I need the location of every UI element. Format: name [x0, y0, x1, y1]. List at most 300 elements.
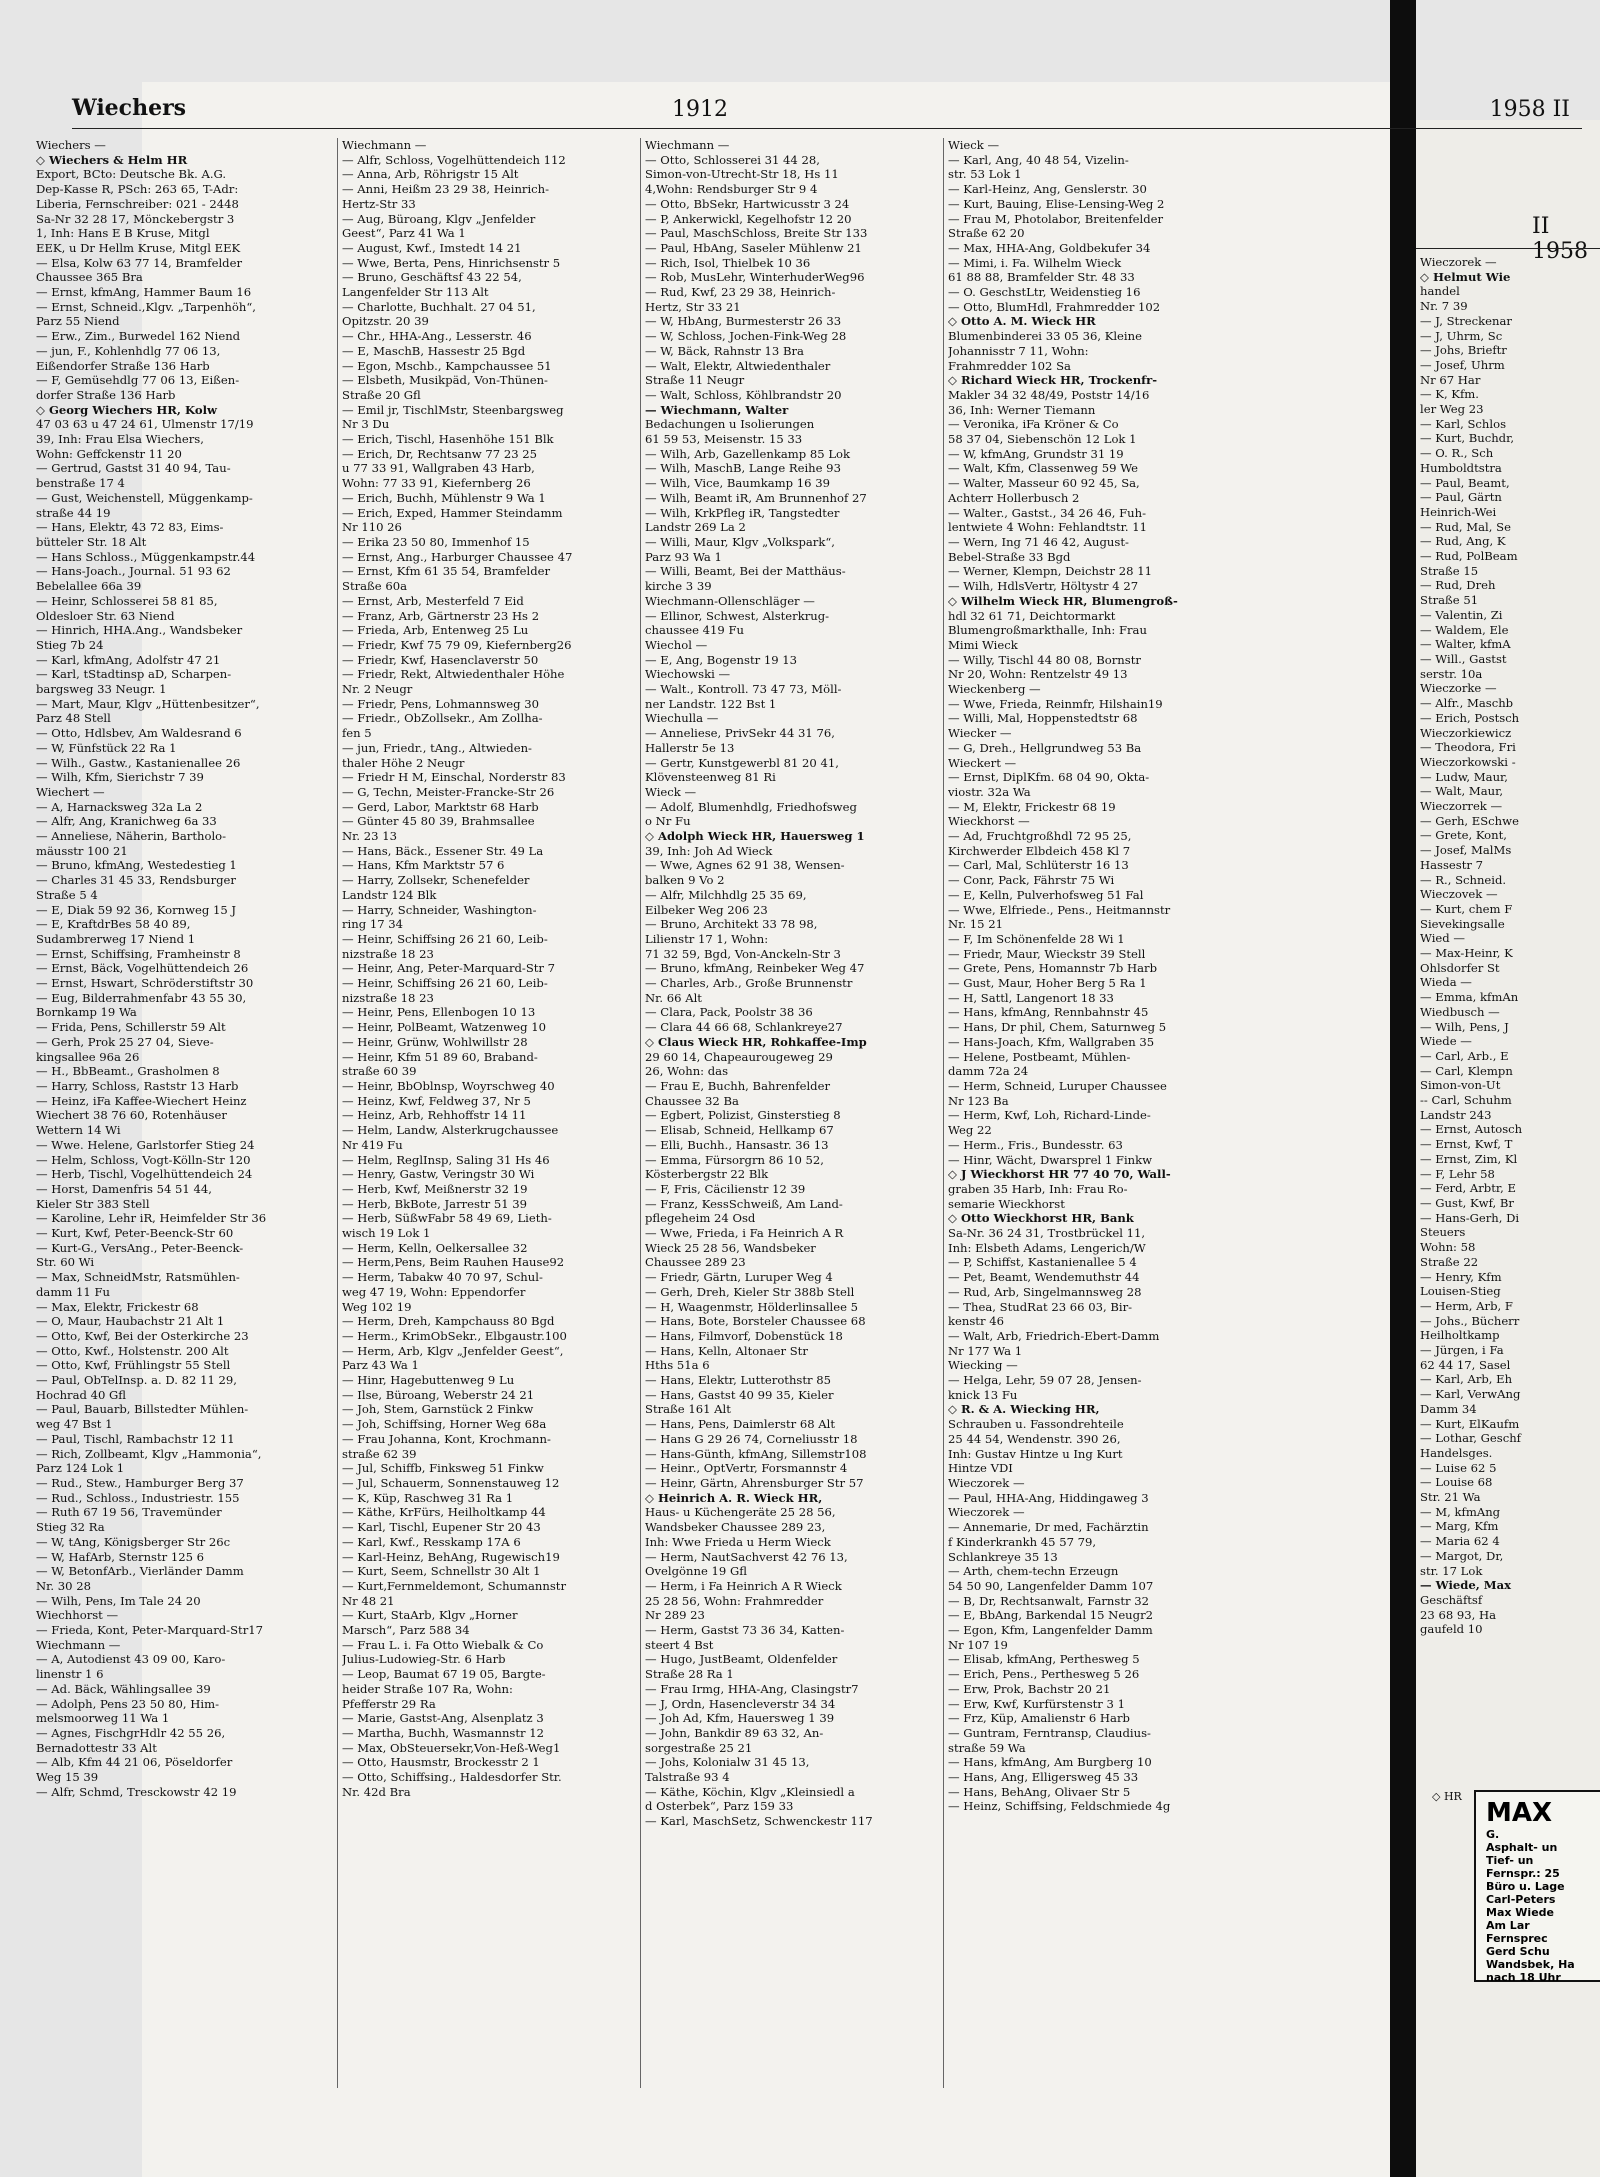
directory-line: — Frz, Küp, Amalienstr 6 Harb [948, 1711, 1130, 1726]
directory-line: — Rud., Schloss., Industriestr. 155 [36, 1490, 240, 1505]
directory-line: — Conr, Pack, Fährstr 75 Wi [948, 873, 1115, 888]
column-4 [943, 138, 1248, 2088]
directory-line: ner Landstr. 122 Bst 1 [645, 696, 777, 711]
directory-line: — Frieda, Kont, Peter-Marquard-Str17 [36, 1623, 263, 1638]
directory-line: — Grete, Kont, [1420, 828, 1507, 843]
directory-line: — Helm, Schloss, Vogt-Kölln-Str 120 [36, 1152, 251, 1167]
directory-line: — Guntram, Ferntransp, Claudius- [948, 1725, 1151, 1740]
directory-line: — Paul, Bauarb, Billstedter Mühlen- [36, 1402, 249, 1417]
directory-line: — Paul, HHA-Ang, Hiddingaweg 3 [948, 1490, 1149, 1505]
directory-line: — Wilh, HdlsVertr, Höltystr 4 27 [948, 579, 1139, 594]
directory-line: Wiechol — [645, 637, 708, 652]
directory-line: — Harry, Zollsekr, Schenefelder [342, 873, 530, 888]
directory-line: — K, Kfm. [1420, 387, 1479, 402]
directory-line: Geest“, Parz 41 Wa 1 [342, 226, 466, 241]
directory-line: Humboldtstra [1420, 460, 1502, 475]
directory-line: — Mart, Maur, Klgv „Hüttenbesitzer“, [36, 696, 260, 711]
ad-line: Fernsprec [1486, 1932, 1548, 1945]
directory-line: hdl 32 61 71, Deichtormarkt [948, 608, 1116, 623]
directory-line: — Alfr, Milchhdlg 25 35 69, [645, 887, 807, 902]
directory-line: Pfefferstr 29 Ra [342, 1696, 436, 1711]
directory-line: — Otto, BlumHdl, Frahmredder 102 [948, 299, 1161, 314]
directory-line: Wieczorkiewicz [1420, 725, 1512, 740]
directory-line: — Heinr, Ang, Peter-Marquard-Str 7 [342, 961, 556, 976]
directory-line: — Johs, Kolonialw 31 45 13, [645, 1755, 810, 1770]
directory-line: — W, BetonfArb., Vierländer Damm [36, 1564, 244, 1579]
directory-line: Mimi Wieck [948, 637, 1018, 652]
directory-line: — Luise 62 5 [1420, 1460, 1497, 1475]
directory-line: — Hans, Elektr, 43 72 83, Eims- [36, 520, 224, 535]
directory-line: — Heinr, Schiffsing 26 21 60, Leib- [342, 931, 548, 946]
directory-line: Wiechmann — [36, 1637, 121, 1652]
directory-line: — Gertr, Kunstgewerbl 81 20 41, [645, 755, 839, 770]
directory-line: Landstr 243 [1420, 1107, 1492, 1122]
directory-line: ring 17 34 [342, 917, 404, 932]
directory-line: — Hans, Ang, Elligersweg 45 33 [948, 1770, 1139, 1785]
directory-line: — Ferd, Arbtr, E [1420, 1181, 1516, 1196]
directory-line: — Hans-Günth, kfmAng, Sillemstr108 [645, 1446, 867, 1461]
directory-line: Straße 5 4 [36, 887, 98, 902]
directory-line: — Wern, Ing 71 46 42, August- [948, 534, 1129, 549]
directory-line: 4,Wohn: Rendsburger Str 9 4 [645, 182, 818, 197]
directory-line: — K, Küp, Raschweg 31 Ra 1 [342, 1490, 514, 1505]
directory-line: Export, BCto: Deutsche Bk. A.G. [36, 167, 227, 182]
directory-line: Hochrad 40 Gfl [36, 1387, 127, 1402]
directory-line: — E, Kelln, Pulverhofsweg 51 Fal [948, 887, 1144, 902]
directory-line: — W, Bäck, Rahnstr 13 Bra [645, 343, 804, 358]
column-2 [337, 138, 640, 2088]
directory-line: — Henry, Kfm [1420, 1269, 1502, 1284]
directory-line: Straße 22 [1420, 1254, 1479, 1269]
directory-line: — Heinr, Kfm 51 89 60, Braband- [342, 1049, 538, 1064]
directory-line: — W, HafArb, Sternstr 125 6 [36, 1549, 205, 1564]
directory-line: — Kurt,Fernmeldemont, Schumannstr [342, 1578, 566, 1593]
ad-line: Asphalt- un [1486, 1841, 1558, 1854]
directory-line: — Hans-Joach., Journal. 51 93 62 [36, 564, 231, 579]
directory-line: linenstr 1 6 [36, 1667, 104, 1682]
directory-line: — Veronika, iFa Kröner & Co [948, 417, 1119, 432]
directory-line: — Clara 44 66 68, Schlankreye27 [645, 1020, 843, 1035]
directory-line: dorfer Straße 136 Harb [36, 387, 176, 402]
directory-line: bargsweg 33 Neugr. 1 [36, 682, 167, 697]
directory-line: — Walt., Kontroll. 73 47 73, Möll- [645, 682, 842, 697]
directory-line: — Ernst, kfmAng, Hammer Baum 16 [36, 285, 252, 300]
directory-line: o Nr Fu [645, 814, 691, 829]
directory-line: Nr 3 Du [342, 417, 390, 432]
directory-line: Lilienstr 17 1, Wohn: [645, 931, 769, 946]
directory-line: Str. 21 Wa [1420, 1490, 1481, 1505]
directory-line: Wieda — [1420, 975, 1472, 990]
directory-line: heider Straße 107 Ra, Wohn: [342, 1681, 513, 1696]
directory-line: — Josef, MalMs [1420, 843, 1512, 858]
directory-line: — Hans G 29 26 74, Corneliusstr 18 [645, 1431, 858, 1446]
directory-line: — Ernst, DiplKfm. 68 04 90, Okta- [948, 770, 1150, 785]
directory-line: — Hans, Pens, Daimlerstr 68 Alt [645, 1417, 836, 1432]
directory-line: straße 60 39 [342, 1064, 417, 1079]
directory-line: thaler Höhe 2 Neugr [342, 755, 465, 770]
directory-line: Wieckhorst — [948, 814, 1030, 829]
directory-line: — Martha, Buchh, Wasmannstr 12 [342, 1725, 544, 1740]
directory-line: — H, Sattl, Langenort 18 33 [948, 990, 1114, 1005]
directory-line: — W, Schloss, Jochen-Fink-Weg 28 [645, 329, 847, 344]
directory-line: — Elli, Buchh., Hansastr. 36 13 [645, 1137, 829, 1152]
directory-line: 62 44 17, Sasel [1420, 1357, 1511, 1372]
directory-line: — Frau Johanna, Kont, Krochmann- [342, 1431, 551, 1446]
directory-line: — Mimi, i. Fa. Wilhelm Wieck [948, 255, 1122, 270]
directory-line: — Herm, Arb, Klgv „Jenfelder Geest“, [342, 1343, 564, 1358]
advertisement [1474, 1790, 1600, 1982]
directory-line: Straße 60a [342, 579, 408, 594]
directory-line: — J, Streckenar [1420, 313, 1512, 328]
directory-line: Marsch“, Parz 588 34 [342, 1623, 470, 1638]
directory-line: — Herm, NautSachverst 42 76 13, [645, 1549, 848, 1564]
directory-line: 26, Wohn: das [645, 1064, 729, 1079]
directory-line: Wiecking — [948, 1358, 1018, 1373]
directory-line: — Werner, Klempn, Deichstr 28 11 [948, 564, 1152, 579]
directory-line: — Hans, Kelln, Altonaer Str [645, 1343, 808, 1358]
directory-line: — Egbert, Polizist, Ginsterstieg 8 [645, 1108, 841, 1123]
directory-line: — Rud, PolBeam [1420, 549, 1518, 564]
directory-line: — Max-Heinr, K [1420, 946, 1513, 961]
directory-line: semarie Wieckhorst [948, 1196, 1065, 1211]
directory-line: Nr 20, Wohn: Rentzelstr 49 13 [948, 667, 1128, 682]
directory-line: — Carl, Arb., E [1420, 1048, 1509, 1063]
directory-line: Kösterbergstr 22 Blk [645, 1167, 769, 1182]
directory-line: — Karl, Kwf., Resskamp 17A 6 [342, 1534, 521, 1549]
directory-line: — Gerh, ESchwe [1420, 813, 1519, 828]
directory-line: Chaussee 365 Bra [36, 270, 143, 285]
directory-line: — H., BbBeamt., Grasholmen 8 [36, 1064, 220, 1079]
directory-line: Wieckenberg — [948, 682, 1041, 697]
directory-line: — Ernst, Autosch [1420, 1122, 1523, 1137]
directory-line: Wiechhorst — [36, 1608, 119, 1623]
directory-line: — Erich, Buchh, Mühlenstr 9 Wa 1 [342, 490, 546, 505]
directory-line: Louisen-Stieg [1420, 1284, 1501, 1299]
directory-line: — J, Uhrm, Sc [1420, 328, 1503, 343]
directory-line: — Wwe. Helene, Garlstorfer Stieg 24 [36, 1137, 255, 1152]
directory-line: Chaussee 32 Ba [645, 1093, 739, 1108]
directory-line: — Heinr, Grünw, Wohlwillstr 28 [342, 1034, 528, 1049]
directory-line: damm 11 Fu [36, 1284, 110, 1299]
directory-line: — H, Waagenmstr, Hölderlinsallee 5 [645, 1299, 859, 1314]
directory-line: — Helm, ReglInsp, Saling 31 Hs 46 [342, 1152, 550, 1167]
directory-line: Parz 93 Wa 1 [645, 549, 722, 564]
directory-line: Simon-von-Ut [1420, 1078, 1501, 1093]
directory-line: — Johs, Brieftr [1420, 343, 1507, 358]
directory-line: — G, Techn, Meister-Francke-Str 26 [342, 784, 555, 799]
ad-title: MAX [1486, 1798, 1553, 1828]
directory-line: — Gerd, Labor, Marktstr 68 Harb [342, 799, 539, 814]
directory-line: Parz 124 Lok 1 [36, 1461, 125, 1476]
directory-line: Nr. 7 39 [1420, 299, 1468, 314]
directory-line: Damm 34 [1420, 1401, 1477, 1416]
directory-line: — Herm., Fris., Bundesstr. 63 [948, 1137, 1123, 1152]
directory-line: — Charles, Arb., Große Brunnenstr [645, 976, 853, 991]
directory-line: — Hans-Joach, Kfm, Wallgraben 35 [948, 1034, 1155, 1049]
directory-line: Nr. 30 28 [36, 1578, 91, 1593]
directory-line: — Annemarie, Dr med, Fachärztin [948, 1520, 1149, 1535]
directory-line: ◇ Wilhelm Wieck HR, Blumengroß- [948, 593, 1178, 608]
directory-line: ◇ J Wieckhorst HR 77 40 70, Wall- [948, 1167, 1171, 1182]
directory-line: — Carl, Mal, Schlüterstr 16 13 [948, 858, 1129, 873]
directory-line: ◇ Adolph Wieck HR, Hauersweg 1 [645, 829, 865, 844]
directory-line: — Rud, Arb, Singelmannsweg 28 [948, 1284, 1142, 1299]
directory-line: Parz 48 Stell [36, 711, 111, 726]
directory-line: Klövensteenweg 81 Ri [645, 770, 776, 785]
directory-line: fen 5 [342, 726, 372, 741]
directory-line: — Walt, Schloss, Köhlbrandstr 20 [645, 387, 842, 402]
directory-line: Wettern 14 Wi [36, 1123, 121, 1138]
directory-line: Parz 43 Wa 1 [342, 1358, 419, 1373]
directory-line: — Paul, Gärtn [1420, 490, 1502, 505]
directory-line: Wohn: Geffckenstr 11 20 [36, 446, 182, 461]
ad-line: G. [1486, 1828, 1500, 1841]
directory-line: — Charles 31 45 33, Rendsburger [36, 873, 236, 888]
ad-line: Carl-Peters [1486, 1893, 1556, 1906]
directory-line: — Will., Gastst [1420, 651, 1507, 666]
directory-line: Nr 110 26 [342, 520, 402, 535]
directory-line: Str. 60 Wi [36, 1255, 95, 1270]
ad-line: Am Lar [1486, 1919, 1530, 1932]
directory-line: — Herb, Kwf, Meißnerstr 32 19 [342, 1181, 528, 1196]
directory-line: Sievekingsalle [1420, 916, 1505, 931]
directory-line: — Leop, Baumat 67 19 05, Bargte- [342, 1667, 546, 1682]
directory-line: — Anni, Heißm 23 29 38, Heinrich- [342, 182, 550, 197]
directory-line: Schrauben u. Fassondrehteile [948, 1417, 1124, 1432]
directory-line: — Herm, Tabakw 40 70 97, Schul- [342, 1270, 543, 1285]
directory-line: — W, HbAng, Burmesterstr 26 33 [645, 314, 842, 329]
directory-line: — Herm, Dreh, Kampchauss 80 Bgd [342, 1314, 555, 1329]
directory-line: Wohn: 58 [1420, 1240, 1476, 1255]
directory-line: Wieckert — [948, 755, 1017, 770]
directory-line: — Heinr, Schlosserei 58 81 85, [36, 593, 218, 608]
directory-line: nizstraße 18 23 [342, 946, 434, 961]
directory-line: — Henry, Gastw, Veringstr 30 Wi [342, 1167, 535, 1182]
directory-line: — Emil jr, TischlMstr, Steenbargsweg [342, 402, 564, 417]
directory-line: Nr. 66 Alt [645, 990, 702, 1005]
directory-line: damm 72a 24 [948, 1064, 1029, 1079]
directory-line: — Erich, Tischl, Hasenhöhe 151 Blk [342, 432, 554, 447]
directory-line: — Wwe, Agnes 62 91 38, Wensen- [645, 858, 845, 873]
next-header-rule [1416, 248, 1600, 249]
directory-line: 61 59 53, Meisenstr. 15 33 [645, 432, 803, 447]
hr-marker: ◇ HR [1432, 1790, 1462, 1803]
directory-line: — Ernst, Hswart, Schröderstiftstr 30 [36, 976, 254, 991]
directory-line: — Erw, Prok, Bachstr 20 21 [948, 1681, 1111, 1696]
directory-line: — Heinz, Arb, Rehhoffstr 14 11 [342, 1108, 527, 1123]
directory-line: — Gust, Weichenstell, Müggenkamp- [36, 490, 253, 505]
directory-line: — Wilh, Pens, J [1420, 1019, 1509, 1034]
directory-line: — Otto, BbSekr, Hartwicusstr 3 24 [645, 196, 850, 211]
directory-line: Wiedbusch — [1420, 1004, 1500, 1019]
directory-line: — Hans, Filmvorf, Dobenstück 18 [645, 1328, 843, 1343]
directory-line: — Max, SchneidMstr, Ratsmühlen- [36, 1270, 240, 1285]
directory-line: melsmoorweg 11 Wa 1 [36, 1711, 170, 1726]
directory-line: — Herm,Pens, Beim Rauhen Hause92 [342, 1255, 565, 1270]
directory-line: — Karoline, Lehr iR, Heimfelder Str 36 [36, 1211, 267, 1226]
next-edition-year: II 1958 [1532, 214, 1588, 264]
directory-line: — Karl, VerwAng [1420, 1387, 1521, 1402]
directory-line: — Jul, Schauerm, Sonnenstauweg 12 [342, 1475, 560, 1490]
directory-line: wisch 19 Lok 1 [342, 1226, 431, 1241]
directory-line: — Ernst, Schiffsing, Framheinstr 8 [36, 946, 241, 961]
directory-line: nizstraße 18 23 [342, 990, 434, 1005]
directory-line: Hintze VDI [948, 1461, 1013, 1476]
directory-line: 1, Inh: Hans E B Kruse, Mitgl [36, 226, 210, 241]
directory-line: Nr 177 Wa 1 [948, 1343, 1023, 1358]
directory-line: — M, Elektr, Frickestr 68 19 [948, 799, 1116, 814]
directory-line: lentwiete 4 Wohn: Fehlandtstr. 11 [948, 520, 1147, 535]
page-gutter [1390, 0, 1416, 2177]
directory-line: — Ernst, Bäck, Vogelhüttendeich 26 [36, 961, 249, 976]
directory-line: Straße 15 [1420, 563, 1479, 578]
directory-line: — Erich, Postsch [1420, 710, 1520, 725]
directory-line: — Walter., Gastst., 34 26 46, Fuh- [948, 505, 1146, 520]
directory-line: — Wilh, Beamt iR, Am Brunnenhof 27 [645, 490, 867, 505]
directory-line: 25 44 54, Wendenstr. 390 26, [948, 1431, 1121, 1446]
directory-line: — Rich, Zollbeamt, Klgv „Hammonia“, [36, 1446, 262, 1461]
directory-line: d Osterbek“, Parz 159 33 [645, 1799, 794, 1814]
directory-line: Wiechulla — [645, 711, 719, 726]
directory-line: str. 17 Lok [1420, 1563, 1483, 1578]
page-header [72, 95, 1570, 135]
directory-line: — F, Gemüsehdlg 77 06 13, Eißen- [36, 373, 240, 388]
directory-line: — Josef, Uhrm [1420, 357, 1505, 372]
directory-line: — Hans, Elektr, Lutterothstr 85 [645, 1373, 832, 1388]
directory-line: Bedachungen u Isolierungen [645, 417, 815, 432]
directory-line: — Erw., Zim., Burwedel 162 Niend [36, 329, 241, 344]
directory-line: Schlankreye 35 13 [948, 1549, 1058, 1564]
directory-line: -- Carl, Schuhm [1420, 1093, 1512, 1108]
directory-line: serstr. 10a [1420, 666, 1483, 681]
directory-line: Kirchwerder Elbdeich 458 Kl 7 [948, 843, 1131, 858]
directory-line: 39, Inh: Frau Elsa Wiechers, [36, 432, 204, 447]
directory-line: viostr. 32a Wa [948, 784, 1031, 799]
directory-line: — Willy, Tischl 44 80 08, Bornstr [948, 652, 1141, 667]
directory-line: — Otto, Hdlsbev, Am Waldesrand 6 [36, 726, 242, 741]
directory-line: Heinrich-Wei [1420, 504, 1497, 519]
directory-line: Wieczorek — [948, 1505, 1025, 1520]
directory-line: — Kurt, Bauing, Elise-Lensing-Weg 2 [948, 196, 1165, 211]
directory-line: — Emma, Fürsorgrn 86 10 52, [645, 1152, 824, 1167]
directory-line: — Hinr, Wächt, Dwarsprel 1 Finkw [948, 1152, 1153, 1167]
directory-line: Heilholtkamp [1420, 1328, 1500, 1343]
directory-line: Wiechert — [36, 784, 105, 799]
directory-line: — Alb, Kfm 44 21 06, Pöseldorfer [36, 1755, 233, 1770]
directory-line: Straße 20 Gfl [342, 387, 421, 402]
directory-line: — Eug, Bilderrahmenfabr 43 55 30, [36, 990, 247, 1005]
directory-line: — Joh, Schiffsing, Horner Weg 68a [342, 1417, 547, 1432]
directory-line: Wieczovek — [1420, 887, 1498, 902]
directory-line: Geschäftsf [1420, 1592, 1483, 1607]
directory-line: Nr. 2 Neugr [342, 682, 413, 697]
directory-line: Dep-Kasse R, PSch: 263 65, T-Adr: [36, 182, 239, 197]
directory-line: — Karl, Arb, Eh [1420, 1372, 1513, 1387]
directory-line: straße 44 19 [36, 505, 111, 520]
directory-line: — Kurt, ElKaufm [1420, 1416, 1520, 1431]
directory-line: — Günter 45 80 39, Brahmsallee [342, 814, 535, 829]
directory-line: — Chr., HHA-Ang., Lesserstr. 46 [342, 329, 532, 344]
directory-line: — Heinz, Schiffsing, Feldschmiede 4g [948, 1799, 1171, 1814]
directory-line: — Elisab, Schneid, Hellkamp 67 [645, 1123, 834, 1138]
directory-line: — Gerh, Prok 25 27 04, Sieve- [36, 1034, 214, 1049]
edition-year: 1958 II [1489, 97, 1570, 122]
directory-line: 47 03 63 u 47 24 61, Ulmenstr 17/19 [36, 417, 254, 432]
header-rule [72, 128, 1582, 129]
directory-line: — Ad, Fruchtgroßhdl 72 95 25, [948, 829, 1132, 844]
directory-line: 71 32 59, Bgd, Von-Anckeln-Str 3 [645, 946, 841, 961]
directory-line: — Ludw, Maur, [1420, 769, 1508, 784]
directory-line: — P, Ankerwickl, Kegelhofstr 12 20 [645, 211, 852, 226]
directory-line: — Walt, Arb, Friedrich-Ebert-Damm [948, 1328, 1160, 1343]
ad-line: Max Wiede [1486, 1906, 1554, 1919]
directory-line: Oldesloer Str. 63 Niend [36, 608, 175, 623]
directory-line: Bernadottestr 33 Alt [36, 1740, 157, 1755]
directory-line: — Käthe, Köchin, Klgv „Kleinsiedl a [645, 1784, 855, 1799]
directory-line: kenstr 46 [948, 1314, 1004, 1329]
directory-line: Wiede — [1420, 1034, 1472, 1049]
directory-line: mäusstr 100 21 [36, 843, 128, 858]
directory-line: Makler 34 32 48/49, Poststr 14/16 [948, 387, 1150, 402]
directory-line: — Kurt-G., VersAng., Peter-Beenck- [36, 1240, 244, 1255]
directory-line: — Otto, Schlosserei 31 44 28, [645, 152, 820, 167]
directory-line: Straße 51 [1420, 593, 1479, 608]
directory-line: — Hans, kfmAng, Rennbahnstr 45 [948, 1005, 1149, 1020]
directory-line: — O. GeschstLtr, Weidenstieg 16 [948, 285, 1141, 300]
directory-line: Landstr 124 Blk [342, 887, 437, 902]
ad-line: Tief- un [1486, 1854, 1534, 1867]
directory-line: — Wilh, Vice, Baumkamp 16 39 [645, 476, 830, 491]
directory-line: ◇ Helmut Wie [1420, 269, 1511, 284]
directory-line: pflegeheim 24 Osd [645, 1211, 756, 1226]
directory-line: Wandsbeker Chaussee 289 23, [645, 1520, 826, 1535]
directory-line: — Karl, Schlos [1420, 416, 1507, 431]
directory-line: Eilbeker Weg 206 23 [645, 902, 768, 917]
directory-line: Inh: Wwe Frieda u Herm Wieck [645, 1534, 831, 1549]
directory-line: Hallerstr 5e 13 [645, 740, 735, 755]
directory-line: — Kurt, Seem, Schnellstr 30 Alt 1 [342, 1564, 541, 1579]
directory-line: Wieck — [948, 138, 1000, 152]
directory-line: — August, Kwf., Imstedt 14 21 [342, 240, 522, 255]
directory-line: — Heinr, PolBeamt, Watzenweg 10 [342, 1020, 546, 1035]
directory-line: ◇ Claus Wieck HR, Rohkaffee-Imp [645, 1034, 867, 1049]
directory-line: — Hans, Kfm Marktstr 57 6 [342, 858, 505, 873]
directory-line: gaufeld 10 [1420, 1622, 1483, 1637]
directory-line: — Hans, Gastst 40 99 35, Kieler [645, 1387, 834, 1402]
directory-line: Nr 107 19 [948, 1637, 1008, 1652]
directory-line: — Arth, chem-techn Erzeugn [948, 1564, 1119, 1579]
ad-line: Wandsbek, Ha [1486, 1958, 1575, 1971]
directory-line: — Erich, Dr, Rechtsanw 77 23 25 [342, 446, 538, 461]
ad-line: Gerd Schu [1486, 1945, 1550, 1958]
column-3 [640, 138, 943, 2088]
directory-line: — Friedr, Kwf, Hasenclaverstr 50 [342, 652, 539, 667]
directory-line: — Friedr, Gärtn, Luruper Weg 4 [645, 1270, 833, 1285]
directory-line: 61 88 88, Bramfelder Str. 48 33 [948, 270, 1135, 285]
directory-line: Sudambrerweg 17 Niend 1 [36, 931, 196, 946]
directory-line: — Marie, Gastst-Ang, Alsenplatz 3 [342, 1711, 544, 1726]
directory-line: — Karl, MaschSetz, Schwenckestr 117 [645, 1814, 873, 1829]
directory-line: — Elsa, Kolw 63 77 14, Bramfelder [36, 255, 242, 270]
directory-line: Nr 289 23 [645, 1608, 705, 1623]
directory-line: — Gerh, Dreh, Kieler Str 388b Stell [645, 1284, 855, 1299]
directory-line: Langenfelder Str 113 Alt [342, 285, 489, 300]
directory-line: — Franz, KessSchweiß, Am Land- [645, 1196, 843, 1211]
directory-line: — Herm, Arb, F [1420, 1298, 1513, 1313]
directory-line: — Alfr., Maschb [1420, 696, 1514, 711]
directory-line: — Theodora, Fri [1420, 740, 1516, 755]
directory-line: — Hugo, JustBeamt, Oldenfelder [645, 1652, 838, 1667]
